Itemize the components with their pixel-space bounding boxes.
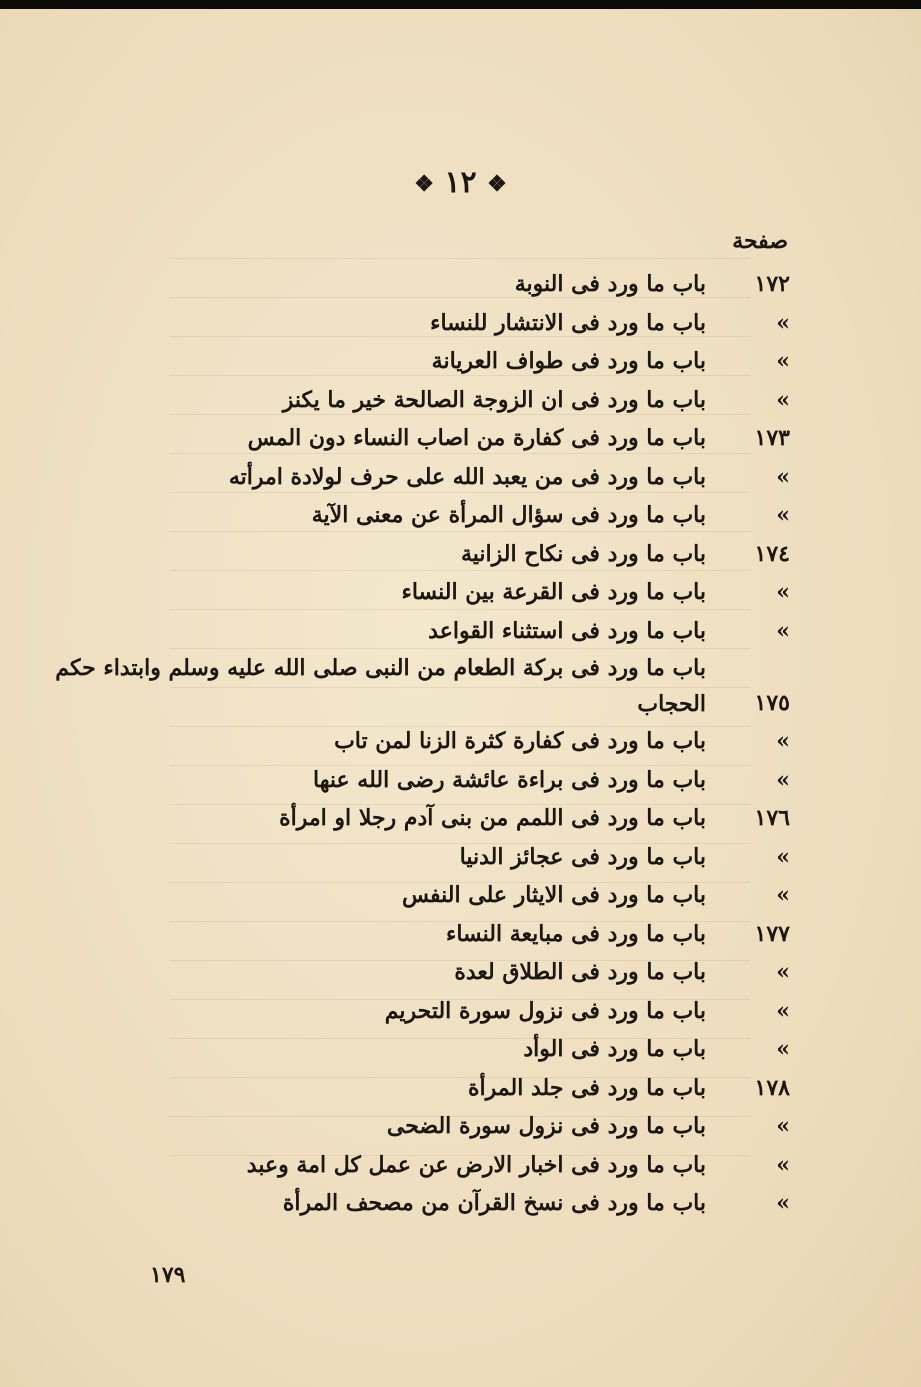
ornament-icon: ❖ <box>414 171 434 197</box>
toc-entry <box>130 573 790 612</box>
toc-entry <box>130 1069 790 1108</box>
toc-entry <box>55 650 790 722</box>
entry-title: باب ما ورد فى مبايعة النساء <box>445 920 706 947</box>
scan-top-border <box>0 0 921 9</box>
entry-page-number: » <box>776 348 790 374</box>
entry-title: باب ما ورد فى براءة عائشة رضى الله عنها <box>313 766 706 793</box>
entry-title: باب ما ورد فى استثناء القواعد <box>428 617 706 644</box>
entry-title: باب ما ورد فى جلد المرأة <box>468 1074 706 1101</box>
entry-title: باب ما ورد فى الطلاق لعدة <box>454 959 706 985</box>
footer-signature-number: ١٧٩ <box>150 1262 186 1288</box>
toc-entry <box>130 1107 790 1146</box>
toc-entry <box>130 953 790 992</box>
entry-page-number: » <box>776 1190 790 1216</box>
toc-entry <box>130 799 790 838</box>
entry-page-number: » <box>776 728 790 754</box>
page-column-label: صفحة <box>732 228 788 254</box>
entry-page-number: » <box>776 882 790 908</box>
toc-entry <box>130 1146 790 1185</box>
entry-page-number: » <box>776 843 790 870</box>
entry-page-number: ١٧٥ <box>754 689 790 716</box>
entry-title: باب ما ورد فى بركة الطعام من النبى صلى الله عليه وسلم وابتداء حكم الحجاب <box>55 655 706 717</box>
entry-page-number: » <box>776 617 790 644</box>
toc-entry <box>130 722 790 761</box>
entry-title: باب ما ورد فى من يعبد الله على حرف لولادة امرأته <box>228 463 706 490</box>
toc-entry <box>130 1184 790 1223</box>
toc-entry <box>130 381 790 420</box>
table-of-contents <box>55 265 790 1223</box>
entry-title: باب ما ورد فى كفارة كثرة الزنا لمن تاب <box>334 728 706 754</box>
entry-title: باب ما ورد فى النوبة <box>514 271 706 297</box>
entry-title: باب ما ورد فى ان الزوجة الصالحة خير ما يكنز <box>282 386 706 413</box>
entry-title: باب ما ورد فى الانتشار للنساء <box>430 309 706 336</box>
toc-entry <box>130 876 790 915</box>
entry-page-number: » <box>776 463 790 490</box>
entry-page-number: ١٧٢ <box>754 271 790 297</box>
entry-page-number: » <box>776 1113 790 1139</box>
toc-entry <box>130 915 790 954</box>
entry-page-number: » <box>776 309 790 336</box>
entry-title: باب ما ورد فى اخبار الارض عن عمل كل امة وعبد <box>246 1151 706 1178</box>
toc-entry <box>130 458 790 497</box>
entry-page-number: » <box>776 579 790 605</box>
toc-entry <box>130 992 790 1031</box>
toc-entry <box>130 1030 790 1069</box>
entry-title: باب ما ورد فى طواف العريانة <box>431 348 706 374</box>
entry-title: باب ما ورد فى نكاح الزانية <box>460 540 706 567</box>
toc-entry <box>130 496 790 535</box>
entry-page-number: ١٧٨ <box>754 1074 790 1101</box>
entry-page-number: » <box>776 1036 790 1062</box>
entry-page-number: ١٧٤ <box>754 540 790 567</box>
ornament-icon: ❖ <box>487 171 507 197</box>
entry-page-number: » <box>776 502 790 528</box>
entry-title: باب ما ورد فى كفارة من اصاب النساء دون المس <box>247 425 706 451</box>
entry-title: باب ما ورد فى الوأد <box>523 1036 706 1062</box>
entry-page-number: ١٧٧ <box>754 920 790 947</box>
entry-title: باب ما ورد فى سؤال المرأة عن معنى الآية <box>311 502 706 528</box>
toc-entry <box>130 265 790 304</box>
toc-entry <box>130 838 790 877</box>
entry-title: باب ما ورد فى نزول سورة الضحى <box>386 1113 706 1139</box>
toc-entry <box>130 535 790 574</box>
entry-page-number: ١٧٣ <box>754 425 790 451</box>
entry-title: باب ما ورد فى عجائز الدنيا <box>459 843 706 870</box>
entry-title: باب ما ورد فى نزول سورة التحريم <box>384 997 706 1024</box>
entry-page-number: » <box>776 1151 790 1178</box>
toc-entry <box>130 612 790 651</box>
entry-page-number: » <box>776 959 790 985</box>
header-page-number: ١٢ <box>444 165 477 200</box>
toc-entry <box>130 419 790 458</box>
entry-page-number: » <box>776 386 790 413</box>
entry-title: باب ما ورد فى الايثار على النفس <box>401 882 706 908</box>
toc-entry <box>130 304 790 343</box>
page-header <box>0 165 921 200</box>
toc-entry <box>130 761 790 800</box>
entry-page-number: » <box>776 766 790 793</box>
entry-title: باب ما ورد فى نسخ القرآن من مصحف المرأة <box>282 1190 706 1216</box>
toc-entry <box>130 342 790 381</box>
entry-page-number: » <box>776 997 790 1024</box>
entry-page-number: ١٧٦ <box>754 805 790 831</box>
entry-title: باب ما ورد فى القرعة بين النساء <box>401 579 706 605</box>
entry-title: باب ما ورد فى اللمم من بنى آدم رجلا او امرأة <box>279 805 706 831</box>
